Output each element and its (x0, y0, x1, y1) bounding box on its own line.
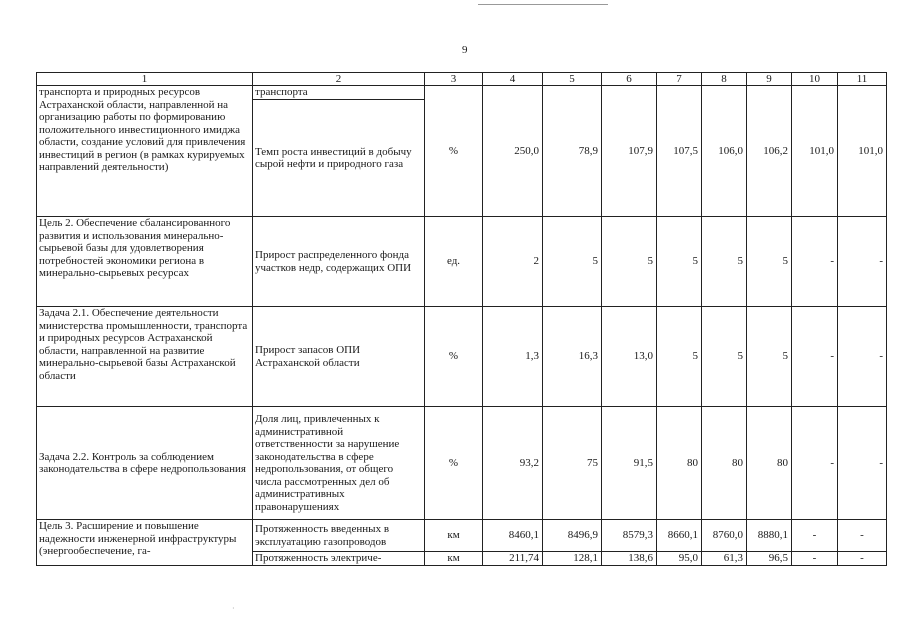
scan-speck: · (232, 604, 235, 613)
goal-cell: Задача 2.2. Контроль за соблюдением законодательства в сфере недропользования (37, 407, 253, 520)
indicator-cell: Доля лиц, привлеченных к административной ответственности за нарушение законодательства в сфере недропользования, от общего числа рассмотренных дел об административных правонарушениях (253, 407, 425, 520)
value-cell: 8660,1 (657, 520, 702, 552)
value-cell: 8760,0 (702, 520, 747, 552)
header-cell: 8 (702, 73, 747, 86)
unit-cell: % (425, 307, 483, 407)
value-cell: 93,2 (483, 407, 543, 520)
value-cell: 101,0 (838, 86, 887, 217)
indicator-cell: транспорта (253, 86, 425, 100)
value-cell: 106,0 (702, 86, 747, 217)
value-cell: - (838, 552, 887, 566)
value-cell: 5 (702, 307, 747, 407)
value-cell: 91,5 (602, 407, 657, 520)
header-cell: 10 (792, 73, 838, 86)
header-cell: 5 (543, 73, 602, 86)
value-cell: 78,9 (543, 86, 602, 217)
unit-cell: км (425, 552, 483, 566)
value-cell: 107,9 (602, 86, 657, 217)
value-cell: - (838, 217, 887, 307)
value-cell: - (838, 520, 887, 552)
unit-cell: % (425, 86, 483, 217)
value-cell: 5 (747, 307, 792, 407)
value-cell: 80 (657, 407, 702, 520)
value-cell: 128,1 (543, 552, 602, 566)
page-number: 9 (462, 44, 468, 56)
value-cell: - (792, 520, 838, 552)
value-cell: 61,3 (702, 552, 747, 566)
header-cell: 9 (747, 73, 792, 86)
table-row (37, 307, 887, 407)
value-cell: 13,0 (602, 307, 657, 407)
value-cell: 106,2 (747, 86, 792, 217)
value-cell: 211,74 (483, 552, 543, 566)
value-cell: 95,0 (657, 552, 702, 566)
value-cell: - (838, 407, 887, 520)
value-cell: 16,3 (543, 307, 602, 407)
unit-cell: км (425, 520, 483, 552)
indicator-cell: Протяженность электриче- (253, 552, 425, 566)
top-rule (478, 4, 608, 5)
value-cell: - (792, 217, 838, 307)
table-row (37, 520, 887, 552)
unit-cell: ед. (425, 217, 483, 307)
value-cell: 8579,3 (602, 520, 657, 552)
value-cell: 80 (747, 407, 792, 520)
indicator-cell: Протяженность введенных в эксплуатацию газопроводов (253, 520, 425, 552)
indicators-table (36, 72, 887, 566)
value-cell: 250,0 (483, 86, 543, 217)
value-cell: 8496,9 (543, 520, 602, 552)
header-row (37, 73, 887, 86)
goal-cell: Цель 3. Расширение и повышение надежности инженерной инфраструктуры (энергообеспечение, га- (37, 520, 253, 566)
header-cell: 7 (657, 73, 702, 86)
value-cell: 5 (657, 217, 702, 307)
value-cell: 5 (657, 307, 702, 407)
goal-cell: Задача 2.1. Обеспечение деятельности министерства промышленности, транспорта и природных ресурсов Астраханской области, направленной на развитие минерально-сырьевой базы Астраханской области (37, 307, 253, 407)
value-cell: 2 (483, 217, 543, 307)
value-cell: 8460,1 (483, 520, 543, 552)
value-cell: 80 (702, 407, 747, 520)
indicator-cell: Темп роста инвестиций в добычу сырой нефти и природного газа (253, 100, 425, 217)
header-cell: 3 (425, 73, 483, 86)
value-cell: - (838, 307, 887, 407)
value-cell: 5 (602, 217, 657, 307)
value-cell: 107,5 (657, 86, 702, 217)
indicator-cell: Прирост запасов ОПИ Астраханской области (253, 307, 425, 407)
header-cell: 2 (253, 73, 425, 86)
unit-cell: % (425, 407, 483, 520)
header-cell: 1 (37, 73, 253, 86)
value-cell: 5 (543, 217, 602, 307)
value-cell: 101,0 (792, 86, 838, 217)
value-cell: 96,5 (747, 552, 792, 566)
value-cell: 5 (702, 217, 747, 307)
value-cell: 138,6 (602, 552, 657, 566)
value-cell: 8880,1 (747, 520, 792, 552)
goal-cell: Цель 2. Обеспечение сбалансированного развития и использования минерально-сырьевой базы для удовлетворения потребностей экономики региона в минерально-сырьевых ресурсах (37, 217, 253, 307)
header-cell: 11 (838, 73, 887, 86)
value-cell: - (792, 407, 838, 520)
indicator-cell: Прирост распределенного фонда участков недр, содержащих ОПИ (253, 217, 425, 307)
table-row (37, 217, 887, 307)
header-cell: 4 (483, 73, 543, 86)
value-cell: 1,3 (483, 307, 543, 407)
value-cell: 75 (543, 407, 602, 520)
header-cell: 6 (602, 73, 657, 86)
table-row (37, 407, 887, 520)
value-cell: - (792, 552, 838, 566)
value-cell: - (792, 307, 838, 407)
goal-cell: транспорта и природных ресурсов Астраханской области, направленной на организацию работы по формированию положительного инвестиционного имиджа области, создание условий для привлечения инвестиций в регион (в рамках курируемых направлений деятельности) (37, 86, 253, 217)
value-cell: 5 (747, 217, 792, 307)
table-row (37, 86, 887, 100)
